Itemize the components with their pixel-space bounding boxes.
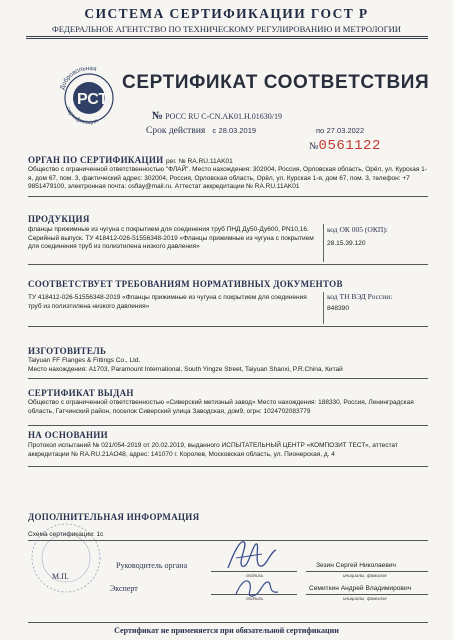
product-heading: ПРОДУКЦИЯ [28,214,90,224]
validity-label: Срок действия [146,126,206,136]
product-code-value: 28.15.39.120 [327,240,366,247]
expert-name: Семиткин Андрей Владимирович [309,585,412,592]
stamp-seal [28,520,104,596]
rst-logo [55,60,123,138]
manufacturer-name: Taiyuan FF Flanges & Fittings Co., Ltd. [28,357,141,364]
system-heading: СИСТЕМА СЕРТИФИКАЦИИ ГОСТ Р [84,6,369,21]
serial-number [309,138,381,154]
product-code-separator [323,224,324,262]
head-label: Руководитель органа [116,561,188,570]
compliance-code-value: 848390 [327,305,350,312]
validity-from-prefix: с [212,126,217,135]
organ-divider [28,196,428,197]
validity-to: 27.03.2022 [326,126,365,135]
certificate-number [152,110,282,122]
logo-top-text: Добровольная [58,64,98,91]
expert-name-line [306,594,428,595]
logo-mark: РСТ [77,91,109,108]
expert-signature [232,574,282,602]
head-signature-caption: подпись [246,573,264,578]
additional-heading: ДОПОЛНИТЕЛЬНАЯ ИНФОРМАЦИЯ [28,512,200,522]
number-prefix: № [152,110,164,122]
validity-to-prefix: по [316,126,325,135]
organ-heading-text: ОРГАН ПО СЕРТИФИКАЦИИ [28,155,164,165]
issued-text: Общество с ограниченной ответственностью «Сиверский метизный завод» Место нахождения: 188330, Россия, Ленинградская область, Гатчинский район, поселок Сиверский улица Заводская, дом9, огрн: 1024702083779 [28,399,414,415]
compliance-code-label: код ТН ВЭД России: [327,292,393,301]
basis-divider [28,466,428,467]
logo-bottom-text: сертификация [64,106,99,127]
organ-text: Общество с ограниченной ответственностью "ФЛАЙ". Место нахождения: 302004, Россия, Орловская область, Орёл, ул. Курская 1-я, дом 67, пом. 3, фактический адрес: 302004, Россия, Орловская область, Орёл, ул. Курская 1-я, дом 67, пом. 3, телефон: +7 9851479100, электронная почта: osflay@mail.ru. Аттестат аккредитации № RA.RU.11AK01 [28,166,427,191]
organ-reg: рег. № RA.RU.11AK01 [165,158,233,165]
number-value: РОСС RU C-CN.AK01.H.01630/19 [165,112,282,121]
compliance-text: ТУ 418412-026-51556348-2019 «Фланцы прижимные из чугуна с покрытием для соединения труб из полиэтилена низкого давления» [28,294,307,310]
certificate-title: СЕРТИФИКАТ СООТВЕТСТВИЯ [122,72,430,93]
head-name-line [306,571,428,572]
certification-scheme: Схема сертификации: 1с [28,531,104,538]
organ-heading [28,155,233,165]
issued-divider [28,425,428,426]
head-signature [222,532,282,576]
manufacturer-divider [28,378,428,379]
stamp-label: М.П. [52,572,69,581]
validity-to-line [316,126,364,136]
serial-value: 0561122 [318,138,381,154]
compliance-heading: СООТВЕТСТВУЕТ ТРЕБОВАНИЯМ НОРМАТИВНЫХ ДОКУМЕНТОВ [28,279,343,289]
validity-line [146,126,256,136]
header-divider-2 [26,38,428,39]
product-code-label: код ОК 005 (ОКП): [327,225,388,234]
header-divider [26,36,428,37]
product-divider [28,264,428,265]
issued-heading: СЕРТИФИКАТ ВЫДАН [28,388,134,398]
product-text: фланцы прижимные из чугуна с покрытием для соединения труб ПНД Ду50-Ду600, PN10,16. Серийный выпуск. ТУ 418412-026-51556348-2019 «Фланцы прижимные из чугуна с покрытием для соединения труб из полиэтилена низкого давления» [28,226,314,251]
expert-signature-caption: подпись [246,596,264,601]
manufacturer-address: Место нахождения: A1703, Paramount International, South Yingze Street, Taiyuan Shanxi, P.R.China, Китай [28,366,343,373]
serial-prefix: № [309,141,319,152]
head-name-caption: инициалы, фамилия [343,573,387,578]
manufacturer-heading: ИЗГОТОВИТЕЛЬ [28,346,107,356]
expert-name-caption: инициалы, фамилия [343,596,387,601]
basis-heading: НА ОСНОВАНИИ [28,430,108,440]
footer-note: Сертификат не применяется при обязательной сертификации [114,626,339,635]
compliance-code-separator [323,292,324,324]
expert-label: Эксперт [110,584,138,593]
basis-text: Протокол испытаний № 021/054-2019 от 20.02.2019, выданного ИСПЫТАТЕЛЬНЫЙ ЦЕНТР «КОМПОЗИТ ТЕСТ», аттестат аккредитации № RA.RU.21AO48, адрес: 141070 г. Королев, Московская область, ул. Пионерская, д. 4 [28,442,398,458]
compliance-divider [28,326,428,327]
head-name: Зезин Сергей Николаевич [316,562,396,569]
footer-divider [28,622,428,623]
validity-from: 28.03.2019 [218,126,257,135]
agency-heading: ФЕДЕРАЛЬНОЕ АГЕНТСТВО ПО ТЕХНИЧЕСКОМУ РЕГУЛИРОВАНИЮ И МЕТРОЛОГИИ [52,24,401,34]
